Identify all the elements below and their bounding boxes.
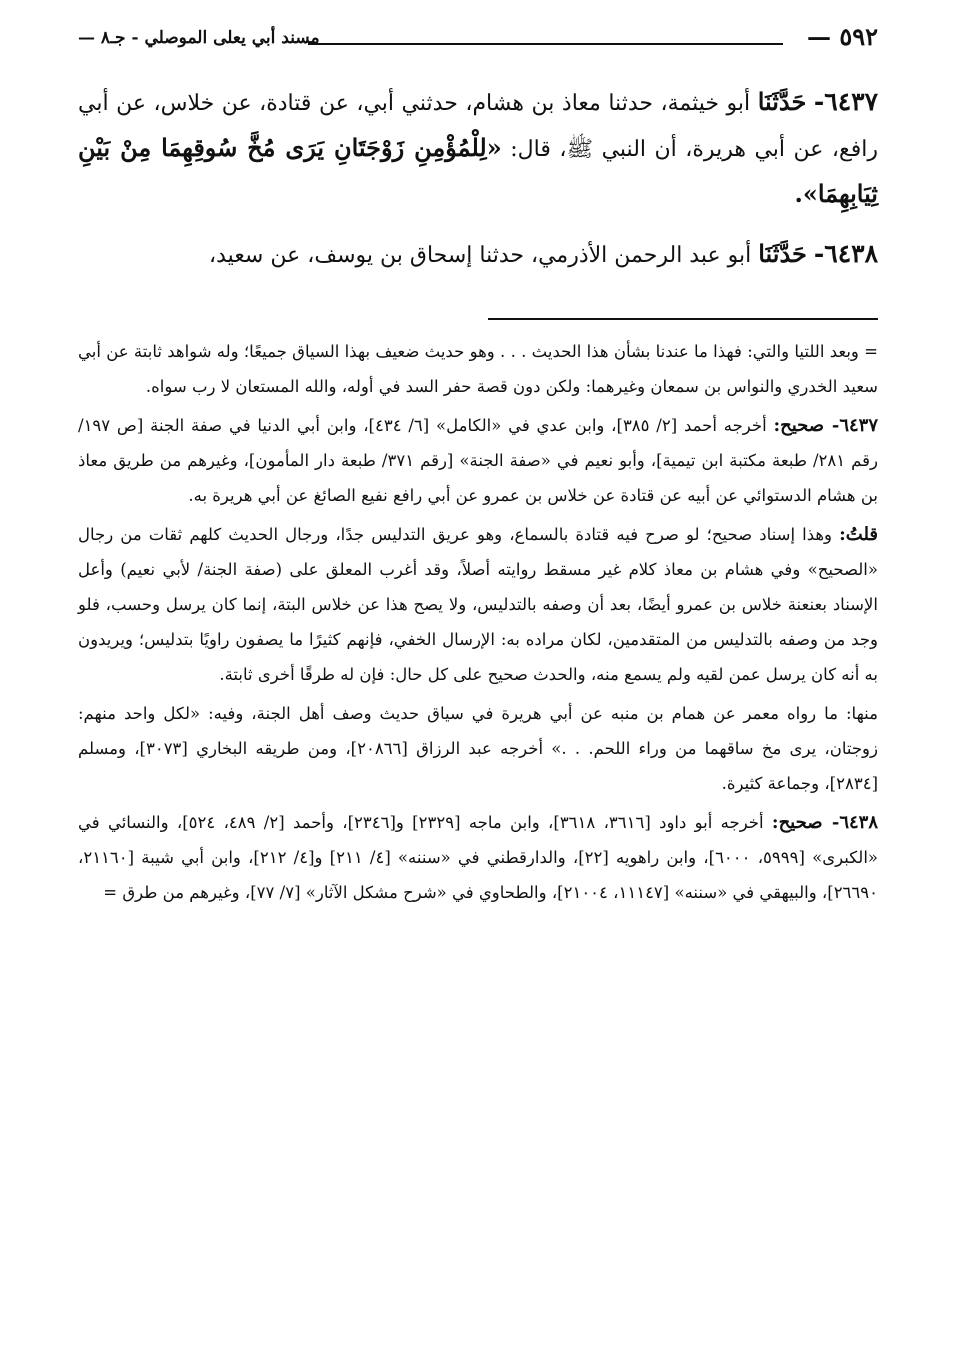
hadith-lead: حَدَّثَنَا [758, 239, 807, 268]
footnote-text: منها: ما رواه معمر عن همام بن منبه عن أبي هريرة في سياق حديث وصف أهل الجنة، وفيه: «لكل واحد منهم: زوجتان، يرى مخ ساقهما من وراء اللحم. . .» أخرجه عبد الرزاق [٢٠٨٦٦]، ومن طريقه البخاري [٣٠٧٣]، ومسلم [٢٨٣٤]، وجماعة كثيرة. [78, 704, 878, 793]
hadith-isnad: أبو عبد الرحمن الأذرمي، حدثنا إسحاق بن يوسف، عن سعيد، [209, 243, 752, 268]
footnote-text: أخرجه أبو داود [٣٦١٦، ٣٦١٨]، وابن ماجه [٢٣٢٩] و[٢٣٤٦]، وأحمد [٢/ ٤٨٩، ٥٢٤]، والنسائي في «الكبرى» [٥٩٩٩، ٦٠٠٠]، وابن راهويه [٢٢]، والدارقطني في «سننه» [٤/ ٢١١] و[٤/ ٢١٢]، وابن أبي شيبة [٢١١٦٠، ٢٦٦٩٠]، والبيهقي في «سننه» [١١١٤٧، ٢١٠٠٤]، والطحاوي في «شرح مشكل الآثار» [٧/ ٧٧]، وغيرهم من طرق = [78, 813, 879, 902]
hadith-6438 [78, 232, 878, 278]
footnote-6438 [78, 805, 878, 910]
footnote-heading: قلتُ: [839, 524, 879, 545]
footnote-supporting-route [78, 696, 878, 801]
hadith-number: ٦٤٣٨- [813, 239, 878, 268]
footnote-continuation [78, 334, 878, 404]
main-text [78, 80, 878, 292]
header-rule [308, 43, 783, 45]
footnote-text: أخرجه أحمد [٢/ ٣٨٥]، وابن عدي في «الكامل» [٦/ ٤٣٤]، وابن أبي الدنيا في صفة الجنة [ص ١٩٧/ رقم ٢٨١/ طبعة مكتبة ابن تيمية]، وأبو نعيم في «صفة الجنة» [رقم ٣٧١/ طبعة دار المأمون]، وغيرهم من طريق معاذ بن هشام الدستوائي عن أبيه عن قتادة عن خلاس بن عمرو عن أبي رافع نفيع الصائغ عن أبي هريرة به. [78, 416, 878, 505]
footnote-text: وهذا إسناد صحيح؛ لو صرح فيه قتادة بالسماع، وهو عريق التدليس جدًا، ورجال الحديث كلهم ثقات من رجال «الصحيح» وفي هشام بن معاذ كلام غير مسقط روايته أصلاً، وقد أغرب المعلق على (صفة الجنة/ لأبي نعيم) وأعل الإسناد بعنعنة خلاس بن عمرو أيضًا، بعد أن وصفه بالتدليس، ولا يصح هذا عن خلاس البتة، إنما كان يرسل وحسب، فلو وجد من وصفه بالتدليس من المتقدمين، لكان مراده به: الإرسال الخفي، فإنهم كثيرًا ما يصفون راويًا بتدليس؛ ويريدون به أنه كان يرسل عمن لقيه ولم يسمع منه، والحدث صحيح على كل حال: فإن له طرقًا أخرى ثابتة. [78, 525, 878, 684]
book-title: مسند أبي يعلى الموصلي - جـ٨ — [78, 28, 320, 48]
running-header [78, 22, 878, 58]
hadith-matn: «لِلْمُؤْمِنِ زَوْجَتَانِ يَرَى مُخَّ سُوقِهِمَا مِنْ بَيْنِ ثِيَابِهِمَا». [78, 133, 878, 208]
hadith-lead: حَدَّثَنَا [757, 87, 807, 116]
footnote-separator [488, 318, 878, 320]
footnote-6437 [78, 408, 878, 513]
footnote-heading: ٦٤٣٧- صحيح: [773, 415, 878, 436]
footnotes [78, 334, 878, 914]
footnote-commentary [78, 517, 878, 692]
footnote-text: = وبعد اللتيا والتي: فهذا ما عندنا بشأن هذا الحديث . . . وهو حديث ضعيف بهذا السياق جميعًا؛ وله شواهد ثابتة عن أبي سعيد الخدري والنواس بن سمعان وغيرهما: ولكن دون قصة حفر السد في أوله، والله المستعان لا رب سواه. [78, 342, 878, 396]
footnote-heading: ٦٤٣٨- صحيح: [771, 812, 878, 833]
hadith-isnad: أبو خيثمة، حدثنا معاذ بن هشام، حدثني أبي، عن قتادة، عن خلاس، عن أبي رافع، عن أبي هريرة، أن النبي ﷺ، قال: [78, 91, 878, 162]
hadith-6437 [78, 80, 878, 218]
page-number: ٥٩٢ — [806, 22, 878, 51]
hadith-number: ٦٤٣٧- [813, 87, 879, 116]
